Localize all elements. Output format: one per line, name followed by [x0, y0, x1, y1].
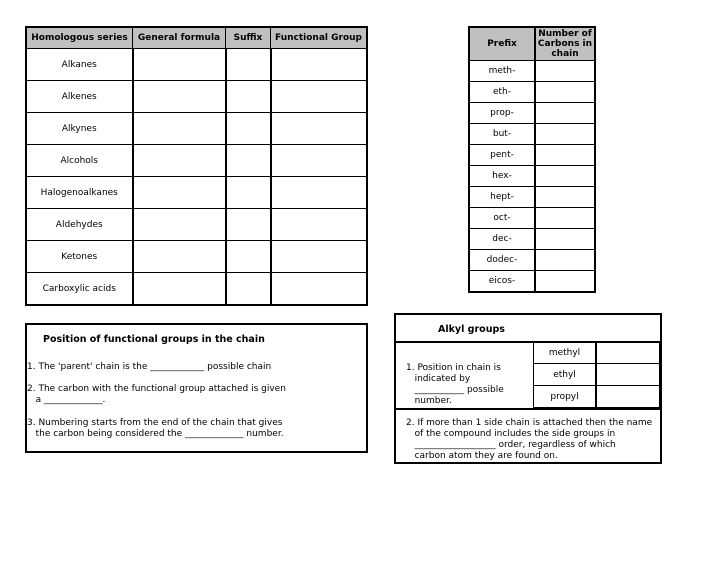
- suffix-cell[interactable]: [226, 273, 271, 306]
- carbon-count-cell[interactable]: [535, 208, 595, 229]
- table-row: [26, 49, 367, 81]
- general-formula-cell[interactable]: [133, 49, 226, 81]
- prefix-cell: eth-: [469, 82, 535, 103]
- carbon-count-cell[interactable]: [535, 250, 595, 271]
- alkyl-note1-line2: indicated by: [406, 374, 471, 384]
- alkyl-note1-line3: ___________ possible: [406, 385, 504, 395]
- header-homologous-series: Homologous series: [26, 27, 133, 49]
- general-formula-cell[interactable]: [133, 145, 226, 177]
- position-line-2: 2. The carbon with the functional group attached is given: [27, 384, 286, 394]
- alkyl-groups-table: [533, 341, 660, 408]
- header-general-formula: General formula: [133, 27, 226, 49]
- prefix-cell: prop-: [469, 103, 535, 124]
- suffix-cell[interactable]: [226, 241, 271, 273]
- table-row: [469, 208, 595, 229]
- table-row: [534, 364, 660, 386]
- general-formula-cell[interactable]: [133, 241, 226, 273]
- carbon-count-cell[interactable]: [535, 166, 595, 187]
- alkyl-note2-line3: __________________ order, regardless of which: [406, 440, 616, 450]
- series-name: Halogenoalkanes: [26, 177, 133, 209]
- carbon-count-cell[interactable]: [535, 61, 595, 82]
- series-name: Alcohols: [26, 145, 133, 177]
- table-row: [534, 386, 660, 408]
- alkyl-group-name: ethyl: [534, 364, 597, 386]
- header-functional-group: Functional Group: [271, 27, 368, 49]
- position-line-3: 3. Numbering starts from the end of the chain that gives: [27, 418, 283, 428]
- alkyl-formula-cell[interactable]: [596, 364, 660, 386]
- table-row: [469, 166, 595, 187]
- functional-group-cell[interactable]: [271, 273, 368, 306]
- table-row: [26, 273, 367, 306]
- alkyl-groups-box: [394, 313, 662, 464]
- alkyl-group-name: propyl: [534, 386, 597, 408]
- carbon-count-cell[interactable]: [535, 82, 595, 103]
- suffix-cell[interactable]: [226, 81, 271, 113]
- alkyl-note2-line2: of the compound includes the side groups in: [406, 429, 616, 439]
- alkyl-note1-line4: number.: [406, 396, 452, 406]
- table-row: [26, 145, 367, 177]
- alkyl-note1-line1: 1. Position in chain is: [406, 363, 501, 373]
- table-row: [469, 229, 595, 250]
- table-row: [469, 61, 595, 82]
- carbon-count-cell[interactable]: [535, 187, 595, 208]
- table-row: [26, 241, 367, 273]
- carbon-count-cell[interactable]: [535, 271, 595, 293]
- alkyl-formula-cell[interactable]: [596, 342, 660, 364]
- position-line-2b: a _____________.: [27, 395, 106, 405]
- table-row: [469, 82, 595, 103]
- series-name: Alkenes: [26, 81, 133, 113]
- general-formula-cell[interactable]: [133, 113, 226, 145]
- prefix-cell: hept-: [469, 187, 535, 208]
- table-row: [26, 209, 367, 241]
- general-formula-cell[interactable]: [133, 273, 226, 306]
- alkyl-note2-line4: carbon atom they are found on.: [406, 451, 558, 461]
- general-formula-cell[interactable]: [133, 81, 226, 113]
- suffix-cell[interactable]: [226, 49, 271, 81]
- series-name: Carboxylic acids: [26, 273, 133, 306]
- general-formula-cell[interactable]: [133, 209, 226, 241]
- functional-group-cell[interactable]: [271, 49, 368, 81]
- prefix-cell: pent-: [469, 145, 535, 166]
- series-name: Alkanes: [26, 49, 133, 81]
- position-line-3b: the carbon being considered the _____________ number.: [27, 429, 284, 439]
- table-row: [469, 187, 595, 208]
- alkyl-title-band: [396, 315, 660, 343]
- table-row: [26, 113, 367, 145]
- suffix-cell[interactable]: [226, 209, 271, 241]
- header-prefix: Prefix: [469, 27, 535, 61]
- divider: [396, 408, 660, 410]
- prefix-cell: eicos-: [469, 271, 535, 293]
- table-row: [469, 103, 595, 124]
- alkyl-box-title: Alkyl groups: [438, 324, 505, 335]
- header-number-of-carbons: Number of Carbons in chain: [535, 27, 595, 61]
- table-row: [469, 250, 595, 271]
- functional-group-cell[interactable]: [271, 81, 368, 113]
- functional-group-cell[interactable]: [271, 145, 368, 177]
- suffix-cell[interactable]: [226, 113, 271, 145]
- position-of-functional-groups-box: [25, 323, 368, 453]
- table-row: [534, 342, 660, 364]
- prefix-cell: hex-: [469, 166, 535, 187]
- prefix-table: [468, 26, 596, 293]
- position-line-1: 1. The 'parent' chain is the ____________ possible chain: [27, 362, 272, 372]
- prefix-cell: dodec-: [469, 250, 535, 271]
- functional-group-cell[interactable]: [271, 177, 368, 209]
- alkyl-formula-cell[interactable]: [596, 386, 660, 408]
- prefix-cell: dec-: [469, 229, 535, 250]
- table-row: [469, 124, 595, 145]
- series-name: Aldehydes: [26, 209, 133, 241]
- carbon-count-cell[interactable]: [535, 145, 595, 166]
- carbon-count-cell[interactable]: [535, 103, 595, 124]
- position-box-title: Position of functional groups in the chain: [43, 334, 265, 345]
- prefix-cell: but-: [469, 124, 535, 145]
- functional-group-cell[interactable]: [271, 113, 368, 145]
- series-name: Ketones: [26, 241, 133, 273]
- table-row: [26, 81, 367, 113]
- header-suffix: Suffix: [226, 27, 271, 49]
- table-row: [469, 145, 595, 166]
- functional-group-cell[interactable]: [271, 241, 368, 273]
- homologous-series-table: [25, 26, 368, 306]
- prefix-cell: oct-: [469, 208, 535, 229]
- table-row: [26, 177, 367, 209]
- alkyl-note2-line1: 2. If more than 1 side chain is attached then the name: [406, 418, 653, 428]
- carbon-count-cell[interactable]: [535, 124, 595, 145]
- general-formula-cell[interactable]: [133, 177, 226, 209]
- suffix-cell[interactable]: [226, 177, 271, 209]
- functional-group-cell[interactable]: [271, 209, 368, 241]
- alkyl-group-name: methyl: [534, 342, 597, 364]
- carbon-count-cell[interactable]: [535, 229, 595, 250]
- table-row: [469, 271, 595, 293]
- series-name: Alkynes: [26, 113, 133, 145]
- suffix-cell[interactable]: [226, 145, 271, 177]
- prefix-cell: meth-: [469, 61, 535, 82]
